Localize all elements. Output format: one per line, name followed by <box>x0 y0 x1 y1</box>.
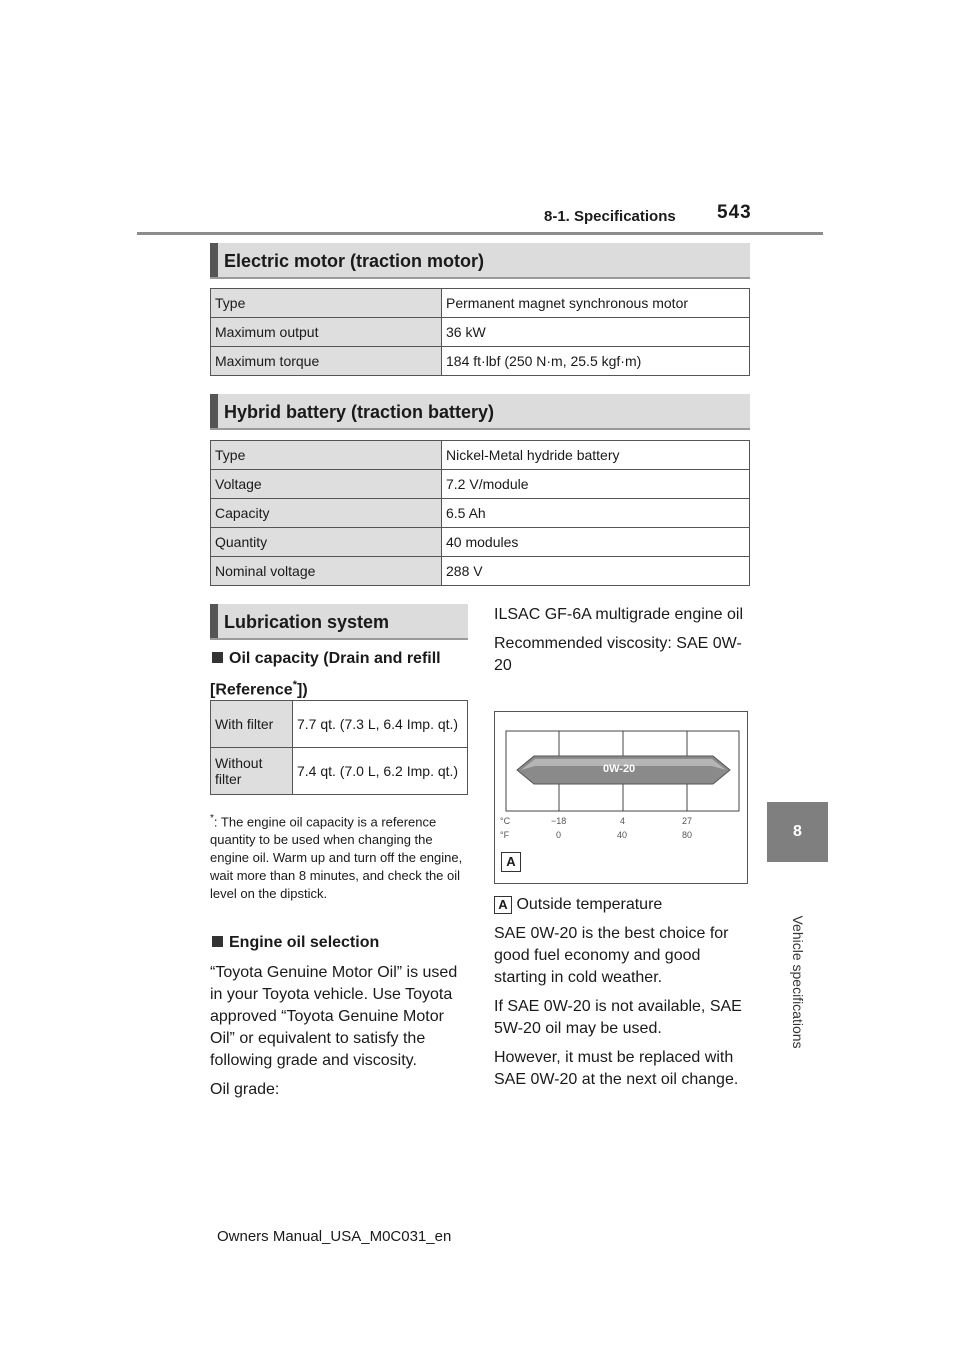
spec-value: 7.4 qt. (7.0 L, 6.2 Imp. qt.) <box>293 748 468 795</box>
oil-grade-block <box>494 604 750 684</box>
spec-value: 288 V <box>442 557 750 586</box>
table-row <box>211 470 750 499</box>
tick-f: 80 <box>682 830 693 840</box>
table-row <box>211 318 750 347</box>
table-row <box>211 499 750 528</box>
spec-label: Type <box>211 441 442 470</box>
square-bullet-icon <box>212 936 223 947</box>
table-row <box>211 701 468 748</box>
tick-c: 27 <box>682 816 693 826</box>
note-paragraph: If SAE 0W-20 is not available, SAE 5W-20 oil may be used. <box>494 998 742 1037</box>
spec-value: 36 kW <box>442 318 750 347</box>
spec-label: Voltage <box>211 470 442 499</box>
spec-value: Permanent magnet synchronous motor <box>442 289 750 318</box>
legend-key: A <box>494 896 512 914</box>
table-row <box>211 289 750 318</box>
hybrid-battery-heading: Hybrid battery (traction battery) <box>210 394 750 430</box>
spec-label: Quantity <box>211 528 442 557</box>
tick-f: 0 <box>556 830 562 840</box>
unit-celsius: °C <box>500 816 511 826</box>
note-paragraph: SAE 0W-20 is the best choice for good fuel economy and good starting in cold weather. <box>494 925 729 986</box>
recommended-viscosity: Recommended viscosity: SAE 0W-20 <box>494 635 742 674</box>
spec-label: Nominal voltage <box>211 557 442 586</box>
oil-capacity-table <box>210 700 468 795</box>
spec-label: Capacity <box>211 499 442 528</box>
square-bullet-icon <box>212 652 223 663</box>
viscosity-chart <box>494 711 748 884</box>
oil-grade-value: ILSAC GF-6A multigrade engine oil <box>494 606 744 623</box>
table-row <box>211 528 750 557</box>
section-title: 8-1. Specifications <box>544 208 676 225</box>
unit-fahrenheit: °F <box>500 830 510 840</box>
spec-label: Maximum torque <box>211 347 442 376</box>
spec-value: Nickel-Metal hydride battery <box>442 441 750 470</box>
engine-oil-selection-heading: Engine oil selection <box>210 930 475 956</box>
lubrication-heading: Lubrication system <box>210 604 468 640</box>
selection-paragraph: “Toyota Genuine Motor Oil” is used in your Toyota vehicle. Use Toyota approved “Toyota Genuine Motor Oil” or equivalent to satisfy the following grade and viscosity. <box>210 964 458 1069</box>
tick-f: 40 <box>617 830 628 840</box>
chapter-tab[interactable] <box>767 802 828 862</box>
spec-value: 184 ft·lbf (250 N·m, 25.5 kgf·m) <box>442 347 750 376</box>
band-label: 0W-20 <box>603 763 636 775</box>
spec-value: 6.5 Ah <box>442 499 750 528</box>
page-number: 543 <box>717 202 752 223</box>
tick-c: 4 <box>620 816 626 826</box>
oil-capacity-heading: Oil capacity (Drain and refill [Reference*]) <box>210 650 441 699</box>
chapter-number: 8 <box>793 823 802 840</box>
note-paragraph: However, it must be replaced with SAE 0W-20 at the next oil change. <box>494 1049 739 1088</box>
viscosity-notes <box>494 923 750 1098</box>
selection-body <box>210 962 472 1108</box>
footer-text: Owners Manual_USA_M0C031_en <box>217 1228 452 1245</box>
table-row <box>211 347 750 376</box>
spec-value: 7.2 V/module <box>442 470 750 499</box>
tick-c: −18 <box>551 816 567 826</box>
oil-grade-label: Oil grade: <box>210 1081 280 1098</box>
spec-value: 7.7 qt. (7.3 L, 6.4 Imp. qt.) <box>293 701 468 748</box>
callout-a: A <box>501 852 521 872</box>
legend-line <box>494 894 750 916</box>
table-row <box>211 441 750 470</box>
viscosity-chart-svg <box>495 712 747 883</box>
footnote: *: The engine oil capacity is a reference quantity to be used when changing the engine oil. Warm up and turn off the engine, wait more than 8 minutes, and check the oil level on the dipstick. <box>210 813 463 902</box>
header-rule <box>137 232 823 235</box>
spec-value: 40 modules <box>442 528 750 557</box>
table-row <box>211 748 468 795</box>
spec-label: Without filter <box>211 748 293 795</box>
electric-motor-heading: Electric motor (traction motor) <box>210 243 750 279</box>
hybrid-battery-table <box>210 440 750 586</box>
spec-label: With filter <box>211 701 293 748</box>
electric-motor-table <box>210 288 750 376</box>
table-row <box>211 557 750 586</box>
legend-text: Outside temperature <box>516 896 663 913</box>
spec-label: Maximum output <box>211 318 442 347</box>
spec-label: Type <box>211 289 442 318</box>
chapter-title: Vehicle specifications <box>790 915 806 1049</box>
